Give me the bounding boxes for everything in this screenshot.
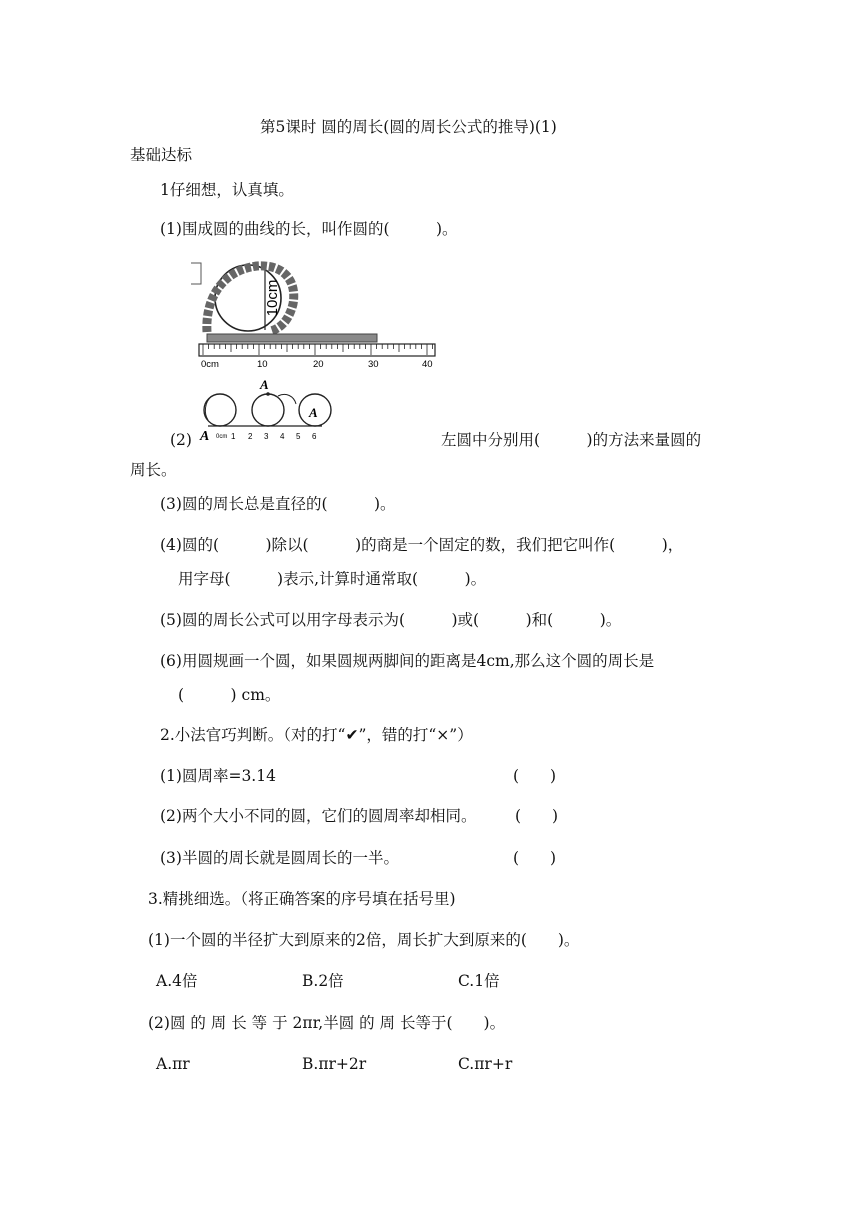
q3-item-1-option-b: B.2倍: [302, 972, 344, 990]
q1-item-2-cont: 周长。: [130, 461, 177, 479]
q2-item-3-paren: ( ): [513, 849, 557, 867]
q1-item-3: (3)圆的周长总是直径的( )。: [160, 495, 396, 513]
roll-tick-0: 0cm: [216, 434, 228, 440]
roll-tick-4: 4: [280, 432, 285, 441]
q2-item-3: (3)半圆的周长就是圆周长的一半。: [160, 849, 399, 867]
q3-item-2-option-b: B.πr+2r: [302, 1055, 367, 1073]
roll-tick-5: 5: [296, 432, 301, 441]
q1-item-4-cont: 用字母( )表示,计算时通常取( )。: [178, 570, 487, 588]
q2-item-1: (1)圆周率=3.14: [160, 767, 276, 785]
ruler-measure-figure: [185, 258, 445, 370]
point-a-top: [266, 392, 270, 396]
q1-item-5: (5)圆的周长公式可以用字母表示为( )或( )和( )。: [160, 611, 622, 629]
q1-item-2-number: (2): [170, 431, 192, 449]
q1-item-6: (6)用圆规画一个圆，如果圆规两脚间的距离是4cm,那么这个圆的周长是: [160, 652, 655, 670]
rolling-circle-middle: [252, 394, 284, 426]
ruler: [199, 344, 435, 356]
q1-item-2: 左圆中分别用( )的方法来量圆的: [441, 431, 702, 449]
ruler-label-40: 40: [422, 359, 433, 370]
circle-diameter-label: 10cm: [264, 279, 281, 317]
q1-item-4: (4)圆的( )除以( )的商是一个固定的数，我们把它叫作( )，: [160, 536, 684, 554]
straight-tape: [207, 334, 377, 342]
ruler-label-10: 10: [257, 359, 268, 370]
corner-bracket: [191, 263, 201, 284]
q1-item-1: (1)围成圆的曲线的长，叫作圆的( )。: [160, 220, 458, 238]
q3-item-2-option-a: A.πr: [156, 1055, 190, 1073]
section-heading: 基础达标: [130, 146, 193, 164]
q2-item-1-paren: ( ): [513, 767, 557, 785]
point-a-label-end: A: [309, 405, 318, 420]
q2-heading: 2.小法官巧判断。（对的打“✔”，错的打“×”）: [160, 726, 473, 744]
q2-item-2: (2)两个大小不同的圆，它们的圆周率却相同。: [160, 807, 477, 825]
q3-item-1-option-c: C.1倍: [458, 972, 500, 990]
q2-item-2-paren: ( ): [515, 807, 559, 825]
roll-tick-2: 2: [248, 432, 253, 441]
roll-tick-3: 3: [264, 432, 269, 441]
q3-item-2: (2)圆 的 周 长 等 于 2πr,半圆 的 周 长等于( )。: [148, 1014, 506, 1032]
ruler-label-20: 20: [313, 359, 324, 370]
ruler-label-30: 30: [368, 359, 379, 370]
q1-item-6-cont: ( ) cm。: [178, 686, 281, 704]
q3-item-1: (1)一个圆的半径扩大到原来的2倍，周长扩大到原来的( )。: [148, 931, 580, 949]
q3-item-2-option-c: C.πr+r: [458, 1055, 513, 1073]
point-a-label-start: A: [200, 429, 210, 444]
point-a-label-top: A: [260, 377, 269, 392]
q1-heading: 1仔细想，认真填。: [160, 181, 294, 199]
q3-item-1-option-a: A.4倍: [156, 972, 198, 990]
roll-tick-6: 6: [312, 432, 317, 441]
roll-tick-1: 1: [231, 432, 236, 441]
rolling-circle-figure: [198, 376, 338, 444]
q3-heading: 3.精挑细选。（将正确答案的序号填在括号里): [148, 890, 456, 908]
ruler-label-0: 0cm: [201, 359, 219, 370]
lesson-title: 第5课时 圆的周长(圆的周长公式的推导)(1): [260, 118, 557, 136]
